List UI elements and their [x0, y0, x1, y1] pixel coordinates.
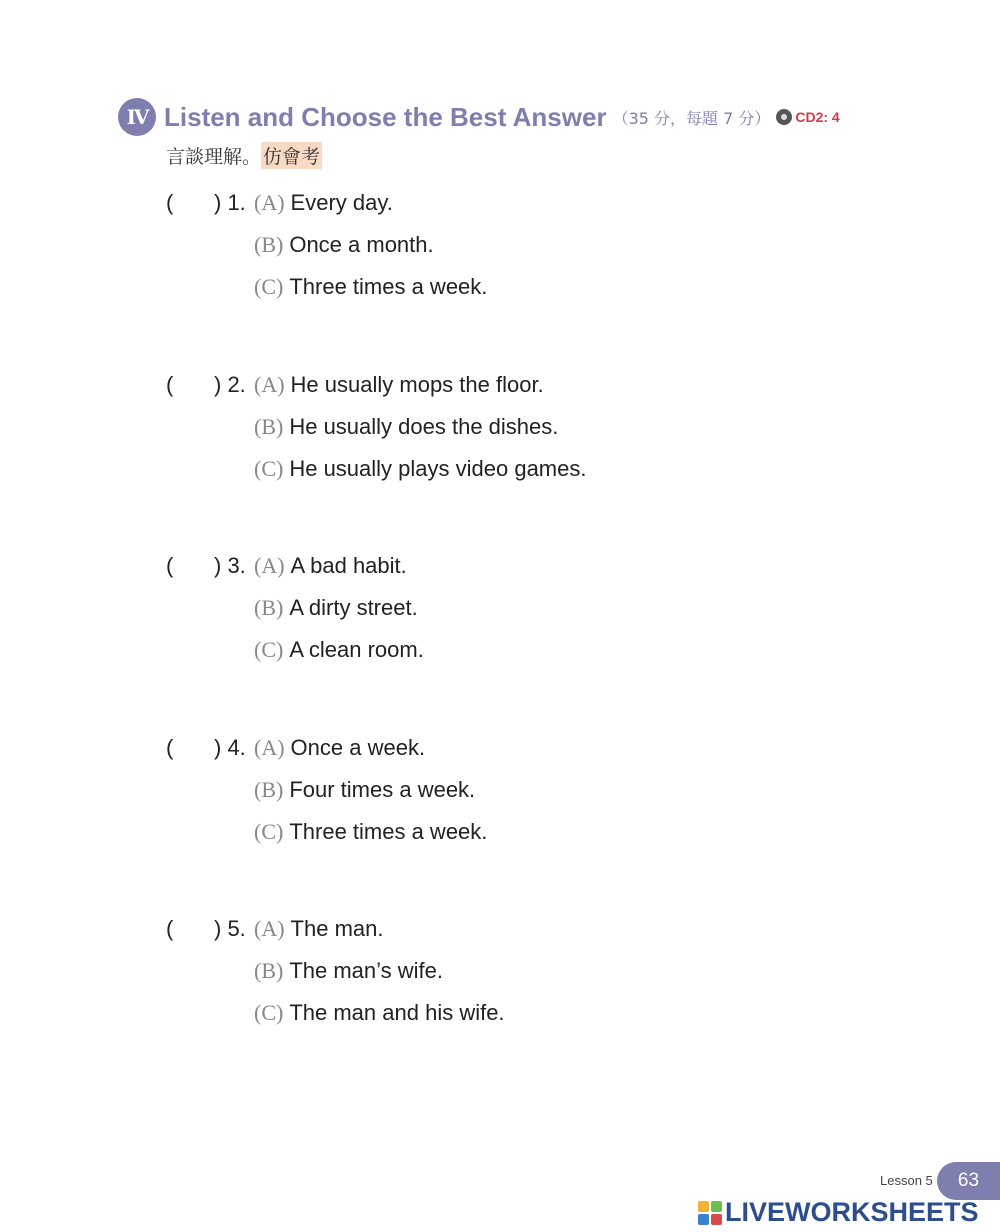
option-text: The man and his wife. [289, 1000, 505, 1025]
option-text: The man’s wife. [289, 958, 443, 983]
lesson-label: Lesson 5 [880, 1173, 933, 1188]
answer-blank[interactable]: ( [166, 735, 174, 760]
question-number: ) 2. [214, 372, 246, 397]
question-number: ) 3. [214, 553, 246, 578]
section-title: Listen and Choose the Best Answer [164, 101, 607, 132]
option-letter: (C) [254, 637, 284, 662]
option-letter: (A) [254, 372, 285, 397]
answer-blank[interactable]: ( [166, 190, 174, 215]
option-letter: (A) [254, 735, 285, 760]
option-letter: (A) [254, 190, 285, 215]
option-text: He usually mops the floor. [290, 372, 544, 397]
brand-name: LIVEWORKSHEETS [725, 1197, 979, 1227]
option-text: Four times a week. [289, 777, 476, 802]
subtitle-text: 言談理解。 [166, 146, 262, 168]
option-letter: (B) [254, 777, 284, 802]
question-number: ) 5. [214, 916, 246, 941]
answer-blank[interactable]: ( [166, 553, 174, 578]
option-letter: (C) [254, 1000, 284, 1025]
cd-track-label: CD2: 4 [795, 109, 840, 125]
option-letter: (A) [254, 553, 285, 578]
option-letter: (B) [254, 414, 284, 439]
option-letter: (B) [254, 232, 284, 257]
answer-blank[interactable]: ( [166, 916, 174, 941]
option-text: A dirty street. [289, 595, 418, 620]
option-letter: (A) [254, 916, 285, 941]
option-letter: (B) [254, 958, 284, 983]
option-letter: (C) [254, 274, 284, 299]
option-text: A clean room. [289, 637, 424, 662]
question-1 [166, 182, 487, 308]
liveworksheets-icon [698, 1201, 722, 1225]
answer-blank[interactable]: ( [166, 372, 174, 397]
option-text: Once a month. [289, 232, 434, 257]
cd-track [776, 109, 839, 125]
section-header [118, 98, 840, 136]
option-text: Three times a week. [289, 274, 488, 299]
liveworksheets-logo[interactable] [698, 1197, 979, 1228]
cd-icon [776, 109, 792, 125]
section-number-badge: IV [118, 98, 156, 136]
option-letter: (C) [254, 456, 284, 481]
question-5 [166, 908, 505, 1034]
score-info: （35 分，每題 7 分） [612, 108, 771, 128]
question-3 [166, 545, 424, 671]
option-text: He usually does the dishes. [289, 414, 559, 439]
page-number: 63 [937, 1162, 1000, 1200]
question-number: ) 1. [214, 190, 246, 215]
option-letter: (C) [254, 819, 284, 844]
option-text: The man. [290, 916, 384, 941]
option-text: A bad habit. [290, 553, 407, 578]
option-text: Every day. [290, 190, 393, 215]
subtitle-highlight: 仿會考 [261, 142, 322, 169]
option-text: Once a week. [290, 735, 426, 760]
option-letter: (B) [254, 595, 284, 620]
question-2 [166, 364, 586, 490]
question-number: ) 4. [214, 735, 246, 760]
option-text: He usually plays video games. [289, 456, 587, 481]
option-text: Three times a week. [289, 819, 488, 844]
question-4 [166, 727, 487, 853]
section-subtitle [166, 142, 322, 169]
